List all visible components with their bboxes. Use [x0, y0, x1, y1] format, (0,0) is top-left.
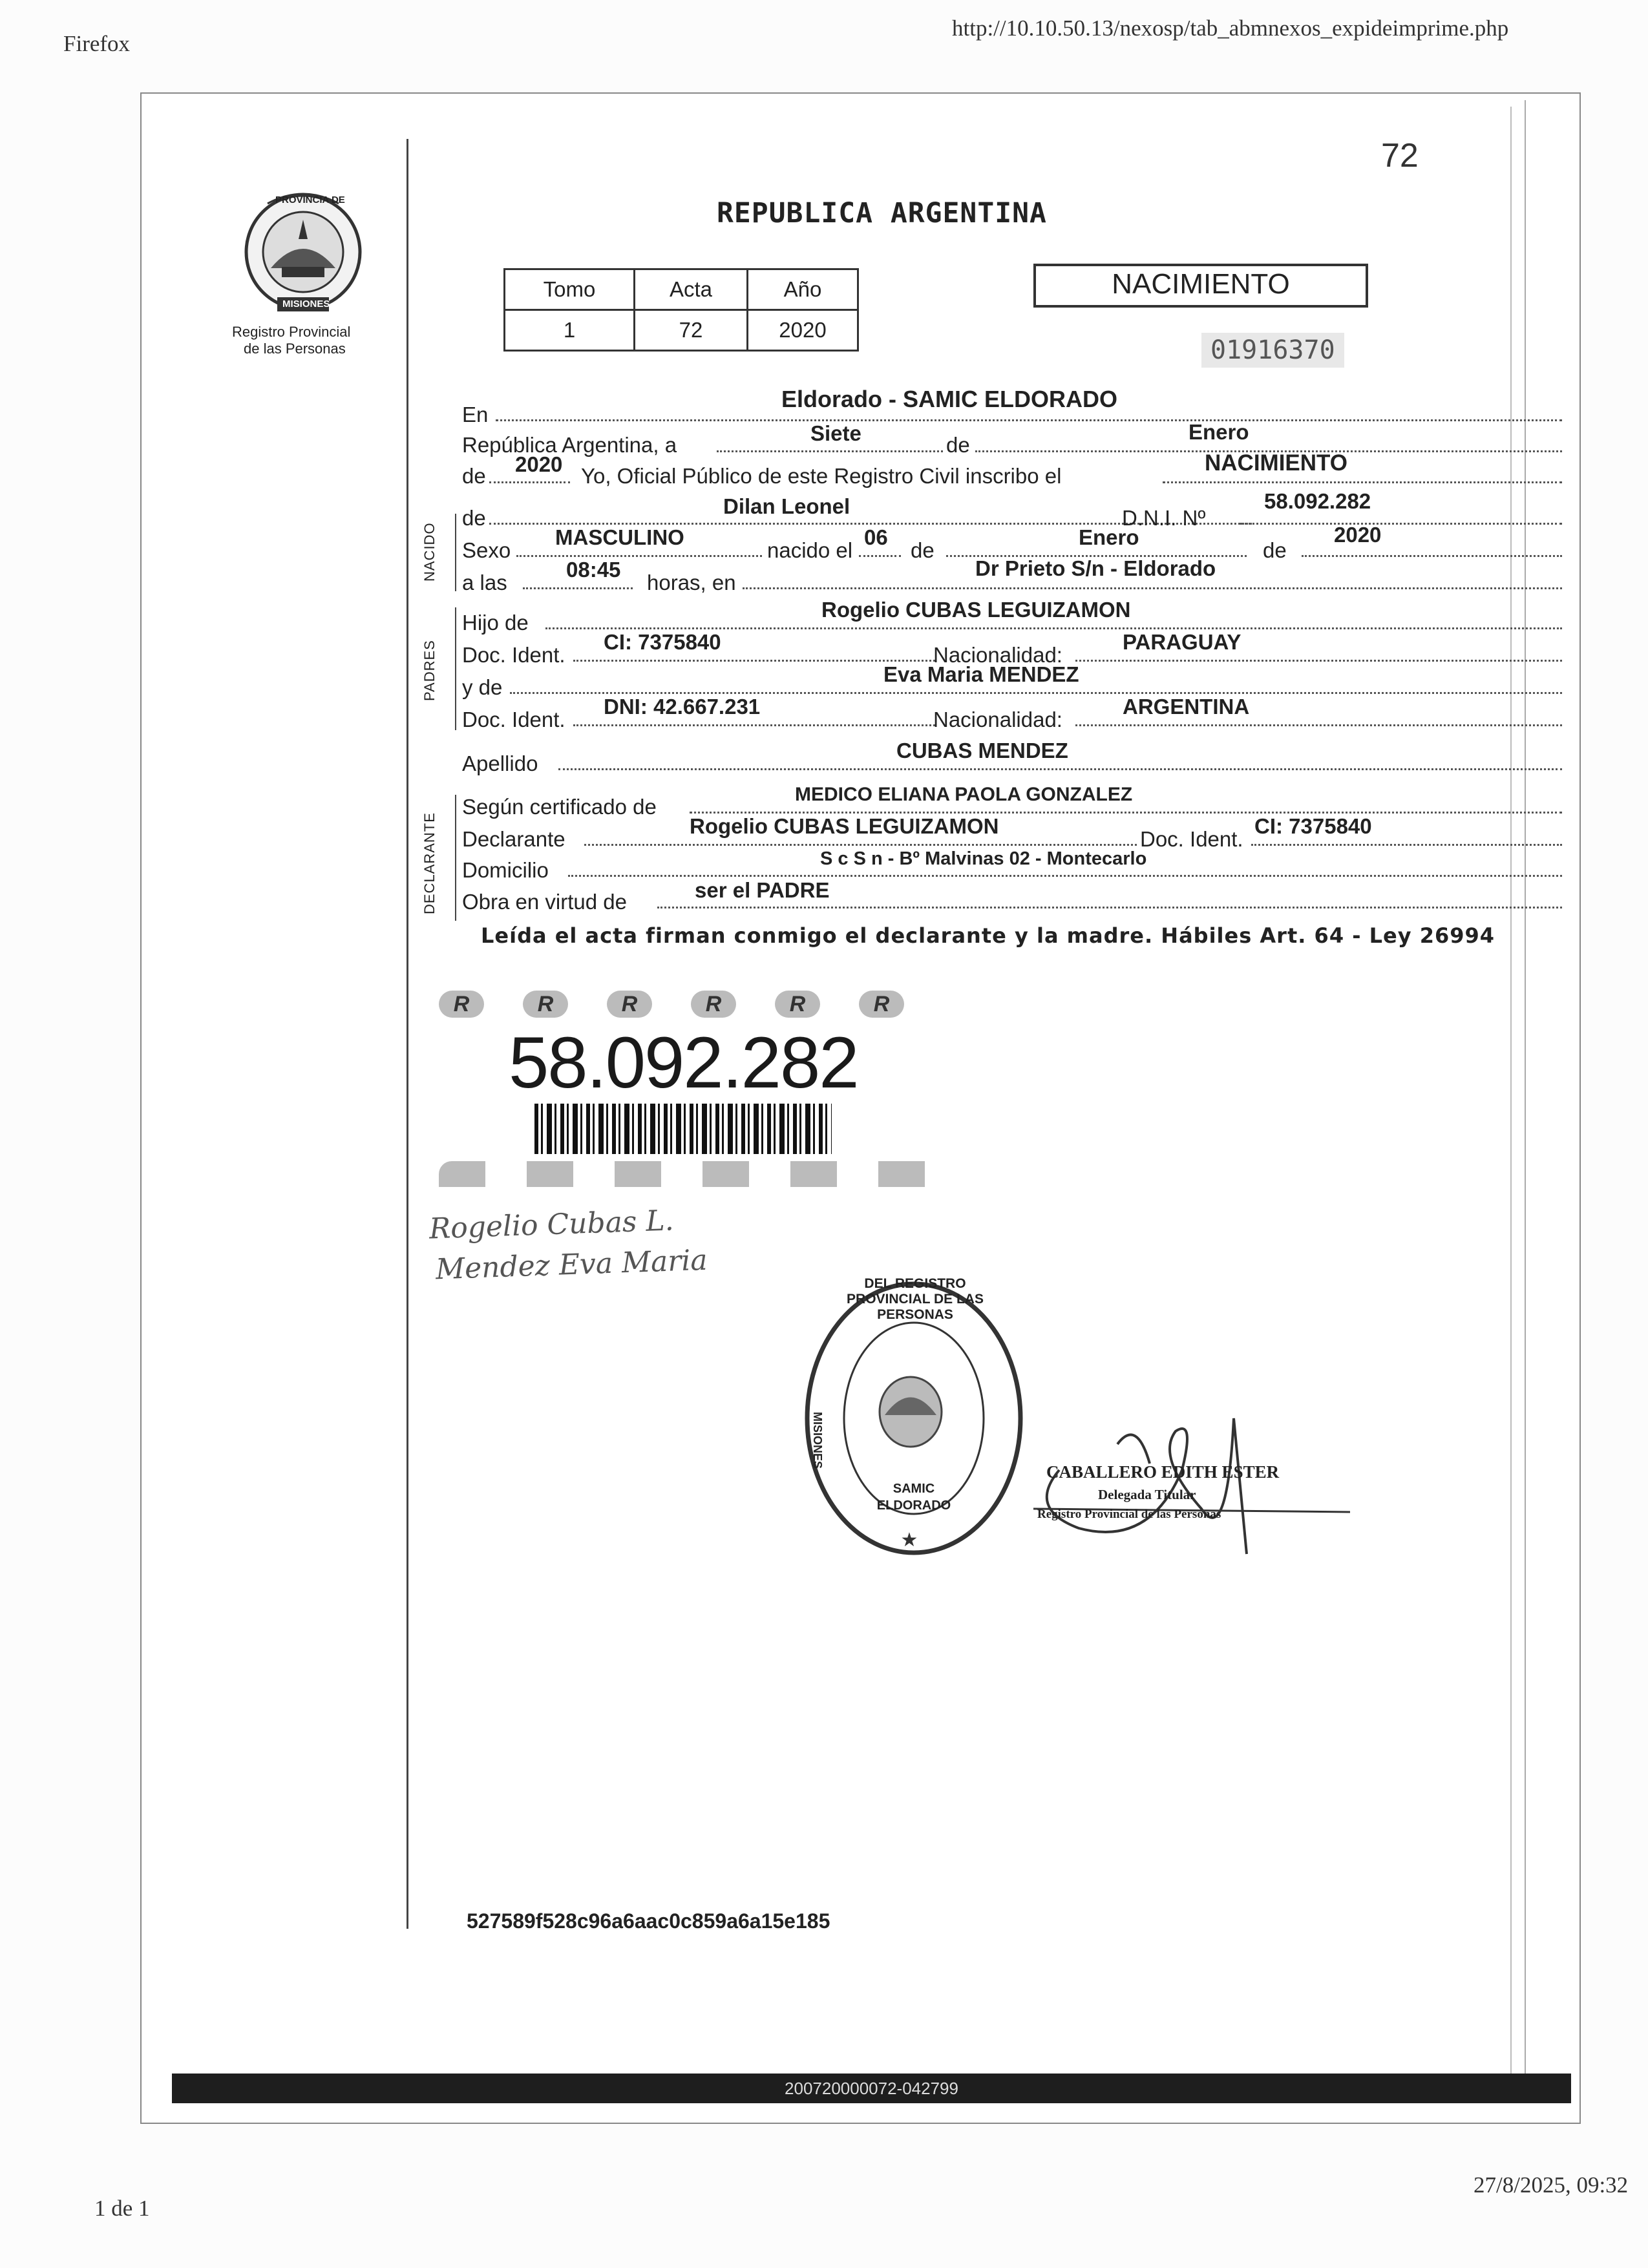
section-rule-declarante: [455, 795, 456, 921]
scan-line: [1510, 107, 1512, 2103]
dotted-line: [690, 812, 1562, 814]
sticker-pattern-top: [439, 991, 943, 1020]
left-margin-rule: [407, 139, 408, 1929]
dotted-line: [1240, 523, 1562, 525]
svg-text:★: ★: [900, 1529, 918, 1551]
value-lugar-nac: Dr Prieto S/n - Eldorado: [975, 556, 1216, 580]
record-table: [503, 268, 859, 352]
label-nacionalidad-2: Nacionalidad:: [933, 708, 1062, 731]
label-yo-oficial: Yo, Oficial Público de este Registro Civil inscribo el: [581, 464, 1062, 488]
value-anio: 2020: [515, 452, 563, 476]
page-indicator: 1 de 1: [94, 2196, 150, 2221]
stamp-center-text: SAMIC ELDORADO: [876, 1482, 951, 1513]
section-label-padres: PADRES: [421, 640, 438, 701]
label-de-nombre: de: [462, 506, 486, 530]
dotted-line: [573, 660, 935, 662]
officer-office: Registro Provincial de las Personas: [1037, 1507, 1221, 1521]
label-de: de: [462, 464, 486, 488]
label-doc-ident-3: Doc. Ident.: [1140, 827, 1243, 851]
pattern-r-icon: R: [775, 991, 820, 1018]
value-certificado: MEDICO ELIANA PAOLA GONZALEZ: [795, 784, 1133, 805]
label-en: En: [462, 403, 489, 426]
dotted-line: [516, 555, 762, 557]
label-hijo-de: Hijo de: [462, 611, 529, 635]
dotted-line: [1163, 481, 1562, 483]
value-mes-nac: Enero: [1079, 525, 1139, 549]
footer-code: 200720000072-042799: [785, 2079, 958, 2098]
stamp-ring-text: DEL REGISTRO PROVINCIAL DE LAS PERSONAS: [847, 1276, 984, 1322]
browser-app-name: Firefox: [63, 31, 131, 56]
label-republica: República Argentina, a: [462, 433, 677, 457]
dotted-line: [568, 875, 1562, 877]
value-lugar: Eldorado - SAMIC ELDORADO: [781, 386, 1117, 412]
dotted-line: [496, 419, 1562, 421]
label-de-2: de: [911, 538, 935, 562]
dotted-line: [1302, 555, 1562, 557]
value-sexo: MASCULINO: [555, 525, 684, 549]
label-de-3: de: [1263, 538, 1287, 562]
sticker-dni-number: 58.092.282: [509, 1022, 858, 1103]
print-timestamp: 27/8/2025, 09:32: [1474, 2172, 1629, 2198]
footer-bar: [172, 2074, 1571, 2103]
label-y-de: y de: [462, 675, 503, 699]
document-title: REPUBLICA ARGENTINA: [717, 197, 1047, 229]
record-value-acta: 72: [635, 310, 748, 351]
stamp-left-text: MISIONES: [811, 1412, 824, 1469]
label-apellido: Apellido: [462, 751, 538, 775]
serial-number: 01916370: [1201, 333, 1344, 368]
logo-text-bottom: MISIONES: [282, 299, 330, 310]
value-madre-nac: ARGENTINA: [1123, 695, 1250, 719]
document-hash: 527589f528c96a6aac0c859a6a15e185: [467, 1909, 830, 1933]
value-anio-nac: 2020: [1334, 523, 1382, 547]
label-declarante: Declarante: [462, 827, 565, 851]
value-nombre: Dilan Leonel: [723, 494, 850, 518]
value-dni: 58.092.282: [1264, 489, 1371, 513]
value-declarante-doc: CI: 7375840: [1254, 814, 1372, 838]
pattern-r-icon: R: [691, 991, 736, 1018]
label-domicilio: Domicilio: [462, 858, 549, 882]
record-header-anio: Año: [748, 269, 858, 310]
value-virtud: ser el PADRE: [695, 878, 830, 902]
logo-caption-2: de las Personas: [244, 341, 346, 357]
page-number: 72: [1381, 137, 1419, 174]
label-de-mes: de: [946, 433, 970, 457]
officer-role: Delegada Titular: [1098, 1487, 1196, 1502]
dotted-line: [859, 555, 901, 557]
label-segun-certificado: Según certificado de: [462, 795, 657, 819]
value-madre-doc: DNI: 42.667.231: [604, 695, 761, 719]
barcode: [534, 1104, 832, 1154]
officer-signature: [1020, 1380, 1357, 1567]
browser-url: http://10.10.50.13/nexosp/tab_abmnexos_expideimprime.php: [952, 16, 1509, 41]
label-a-las: a las: [462, 571, 507, 594]
value-padre-doc: CI: 7375840: [604, 630, 721, 654]
dotted-line: [510, 692, 1562, 694]
handwritten-signature-father: Rogelio Cubas L.: [428, 1204, 675, 1246]
record-value-tomo: 1: [505, 310, 635, 351]
dotted-line: [584, 844, 1137, 846]
section-label-declarante: DECLARANTE: [421, 812, 438, 914]
section-rule-padres: [455, 607, 456, 730]
dotted-line: [489, 481, 570, 483]
record-value-anio: 2020: [748, 310, 858, 351]
label-sexo: Sexo: [462, 538, 511, 562]
label-dni: D.N.I. Nº: [1122, 506, 1206, 530]
value-madre: Eva Maria MENDEZ: [883, 662, 1079, 686]
closing-text: Leída el acta firman conmigo el declarante y la madre. Hábiles Art. 64 - Ley 26994: [481, 923, 1495, 948]
dotted-line: [717, 450, 943, 452]
label-obra-virtud: Obra en virtud de: [462, 890, 627, 914]
dotted-line: [743, 587, 1562, 589]
sticker-pattern-bottom: [439, 1161, 943, 1187]
logo-text-top: PROVINCIA DE: [275, 194, 345, 205]
official-stamp: [801, 1276, 1027, 1560]
provincial-registry-logo: [242, 191, 364, 313]
label-doc-ident: Doc. Ident.: [462, 643, 565, 667]
label-nacionalidad: Nacionalidad:: [933, 643, 1062, 667]
value-domicilio: S c S n - Bº Malvinas 02 - Montecarlo: [820, 848, 1147, 869]
section-rule-nacido: [455, 514, 456, 591]
dotted-line: [1075, 660, 1562, 662]
dni-sticker: [419, 985, 949, 1192]
handwritten-signature-mother: Mendez Eva Maria: [435, 1243, 708, 1286]
section-label-nacido: NACIDO: [421, 522, 438, 582]
pattern-r-icon: R: [523, 991, 568, 1018]
label-nacido-el: nacido el: [767, 538, 853, 562]
value-dia-nac: 06: [864, 525, 888, 549]
dotted-line: [558, 768, 1562, 770]
record-header-acta: Acta: [635, 269, 748, 310]
logo-caption-1: Registro Provincial: [232, 324, 351, 340]
scan-line: [1525, 100, 1526, 2103]
value-dia-letras: Siete: [810, 421, 861, 445]
dotted-line: [523, 587, 633, 589]
value-mes: Enero: [1188, 420, 1249, 444]
value-tipo: NACIMIENTO: [1205, 450, 1348, 476]
dotted-line: [573, 724, 935, 726]
dotted-line: [657, 907, 1562, 908]
value-declarante: Rogelio CUBAS LEGUIZAMON: [690, 814, 999, 838]
value-hora: 08:45: [566, 558, 621, 582]
pattern-r-icon: R: [607, 991, 652, 1018]
dotted-line: [1251, 844, 1562, 846]
value-apellido: CUBAS MENDEZ: [896, 739, 1068, 762]
record-header-tomo: Tomo: [505, 269, 635, 310]
pattern-r-icon: R: [439, 991, 484, 1018]
value-padre: Rogelio CUBAS LEGUIZAMON: [821, 598, 1131, 622]
birth-certificate: [140, 92, 1581, 2124]
value-padre-nac: PARAGUAY: [1123, 630, 1241, 654]
officer-name: CABALLERO EDITH ESTER: [1046, 1462, 1280, 1482]
label-doc-ident-2: Doc. Ident.: [462, 708, 565, 731]
dotted-line: [1075, 724, 1562, 726]
record-type-box: NACIMIENTO: [1033, 264, 1368, 308]
label-horas-en: horas, en: [647, 571, 736, 594]
pattern-r-icon: R: [859, 991, 904, 1018]
dotted-line: [545, 627, 1562, 629]
